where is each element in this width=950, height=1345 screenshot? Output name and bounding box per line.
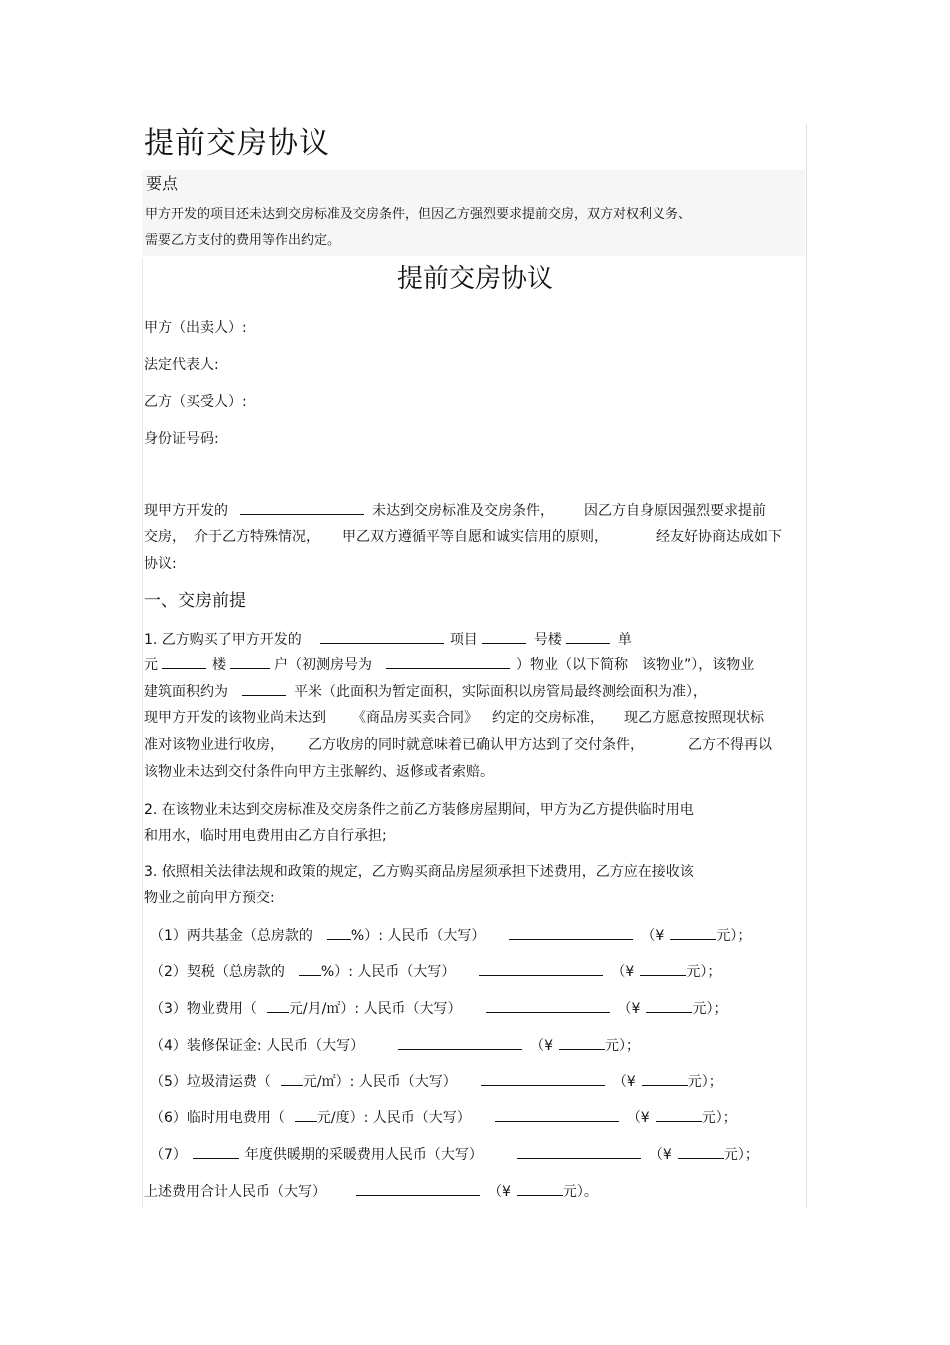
amount-words-blank[interactable] bbox=[509, 925, 633, 940]
item1-line-4: 现甲方开发的该物业尚未达到 《商品房买卖合同》 约定的交房标准， 现乙方愿意按照现状标 bbox=[144, 710, 764, 726]
party-b-label: 乙方（买受人）: bbox=[144, 394, 247, 410]
page-left-border bbox=[142, 258, 143, 1208]
rate-blank[interactable] bbox=[267, 998, 289, 1013]
amount-words-blank[interactable] bbox=[495, 1107, 619, 1122]
item3-line-2: 物业之前向甲方预交: bbox=[144, 890, 275, 906]
item2-line-1: 2. 在该物业未达到交房标准及交房条件之前乙方装修房屋期间，甲方为乙方提供临时用电 bbox=[144, 802, 694, 818]
amount-figure-blank[interactable] bbox=[670, 925, 716, 940]
agreement-title: 提前交房协议 bbox=[396, 264, 553, 294]
amount-words-blank[interactable] bbox=[479, 961, 603, 976]
item1-line-3: 建筑面积约为 平米（此面积为暂定面积，实际面积以房管局最终测绘面积为准）， bbox=[144, 681, 707, 702]
building-no-blank[interactable] bbox=[566, 629, 610, 644]
section-heading: 一、交房前提 bbox=[144, 591, 246, 611]
intro-line-1: 现甲方开发的 未达到交房标准及交房条件， 因乙方自身原因强烈要求提前 bbox=[144, 500, 766, 521]
amount-figure-blank[interactable] bbox=[646, 998, 692, 1013]
item1-line-1: 1. 乙方购买了甲方开发的 项目 号楼 单 bbox=[144, 629, 632, 650]
year-blank[interactable] bbox=[193, 1144, 239, 1159]
amount-words-blank[interactable] bbox=[486, 998, 610, 1013]
summary-text bbox=[145, 202, 795, 254]
party-a-label: 甲方（出卖人）: bbox=[144, 320, 247, 336]
amount-figure-blank[interactable] bbox=[642, 1071, 688, 1086]
item1-line-5: 准对该物业进行收房， 乙方收房的同时就意味着已确认甲方达到了交付条件， 乙方不得再以 bbox=[144, 737, 772, 753]
area-blank[interactable] bbox=[242, 681, 286, 696]
fee-row: （5）垃圾清运费（ 元/㎡）: 人民币（大写） （¥ 元）； bbox=[150, 1071, 723, 1092]
item3-line-1: 3. 依照相关法律法规和政策的规定，乙方购买商品房屋须承担下述费用，乙方应在接收该 bbox=[144, 864, 694, 880]
amount-figure-blank[interactable] bbox=[678, 1144, 724, 1159]
item2-line-2: 和用水，临时用电费用由乙方自行承担; bbox=[144, 828, 387, 844]
legal-rep-label: 法定代表人: bbox=[144, 357, 219, 373]
floor-no-blank[interactable] bbox=[230, 654, 270, 669]
project-name-blank[interactable] bbox=[240, 500, 364, 515]
rate-blank[interactable] bbox=[281, 1071, 303, 1086]
unit-no-blank[interactable] bbox=[162, 654, 206, 669]
item1-line-6: 该物业未达到交付条件向甲方主张解约、返修或者索赔。 bbox=[144, 764, 494, 780]
percent-blank[interactable] bbox=[327, 925, 351, 940]
room-no-blank[interactable] bbox=[386, 654, 510, 669]
amount-words-blank[interactable] bbox=[398, 1035, 522, 1050]
intro-line-2: 交房， 介于乙方特殊情况， 甲乙双方遵循平等自愿和诚实信用的原则， 经友好协商达成如下 bbox=[144, 529, 782, 545]
fee-row: （1）两共基金（总房款的 %）: 人民币（大写） （¥ 元）； bbox=[150, 925, 751, 946]
summary-heading: 要点 bbox=[146, 174, 179, 193]
amount-words-blank[interactable] bbox=[517, 1144, 641, 1159]
amount-figure-blank[interactable] bbox=[559, 1035, 605, 1050]
amount-figure-blank[interactable] bbox=[656, 1107, 702, 1122]
item1-line-2: 元 楼 户（初测房号为 ）物业（以下简称 该物业”），该物业 bbox=[144, 654, 754, 675]
amount-figure-blank[interactable] bbox=[640, 961, 686, 976]
rate-blank[interactable] bbox=[295, 1107, 317, 1122]
document-title: 提前交房协议 bbox=[144, 126, 330, 161]
fee-row: （7） 年度供暖期的采暖费用人民币（大写） （¥ 元）； bbox=[150, 1144, 759, 1165]
fee-row: （3）物业费用（ 元/月/㎡）: 人民币（大写） （¥ 元）； bbox=[150, 998, 727, 1019]
total-words-blank[interactable] bbox=[356, 1181, 480, 1196]
id-number-label: 身份证号码: bbox=[144, 431, 219, 447]
fee-row: （4）装修保证金: 人民币（大写） （¥ 元）； bbox=[150, 1035, 640, 1056]
summary-line: 需要乙方支付的费用等作出约定。 bbox=[145, 233, 341, 248]
project-no-blank[interactable] bbox=[482, 629, 526, 644]
amount-words-blank[interactable] bbox=[481, 1071, 605, 1086]
total-figure-blank[interactable] bbox=[517, 1181, 563, 1196]
project-blank[interactable] bbox=[320, 629, 444, 644]
summary-line: 甲方开发的项目还未达到交房标准及交房条件，但因乙方强烈要求提前交房，双方对权利义务、 bbox=[145, 207, 692, 222]
summary-box bbox=[142, 170, 805, 256]
percent-blank[interactable] bbox=[299, 961, 321, 976]
fee-row: （6）临时用电费用（ 元/度）: 人民币（大写） （¥ 元）； bbox=[150, 1107, 737, 1128]
intro-line-3: 协议: bbox=[144, 556, 177, 572]
fee-total-row: 上述费用合计人民币（大写） （¥ 元）。 bbox=[144, 1181, 598, 1202]
fee-row: （2）契税（总房款的 %）: 人民币（大写） （¥ 元）； bbox=[150, 961, 721, 982]
